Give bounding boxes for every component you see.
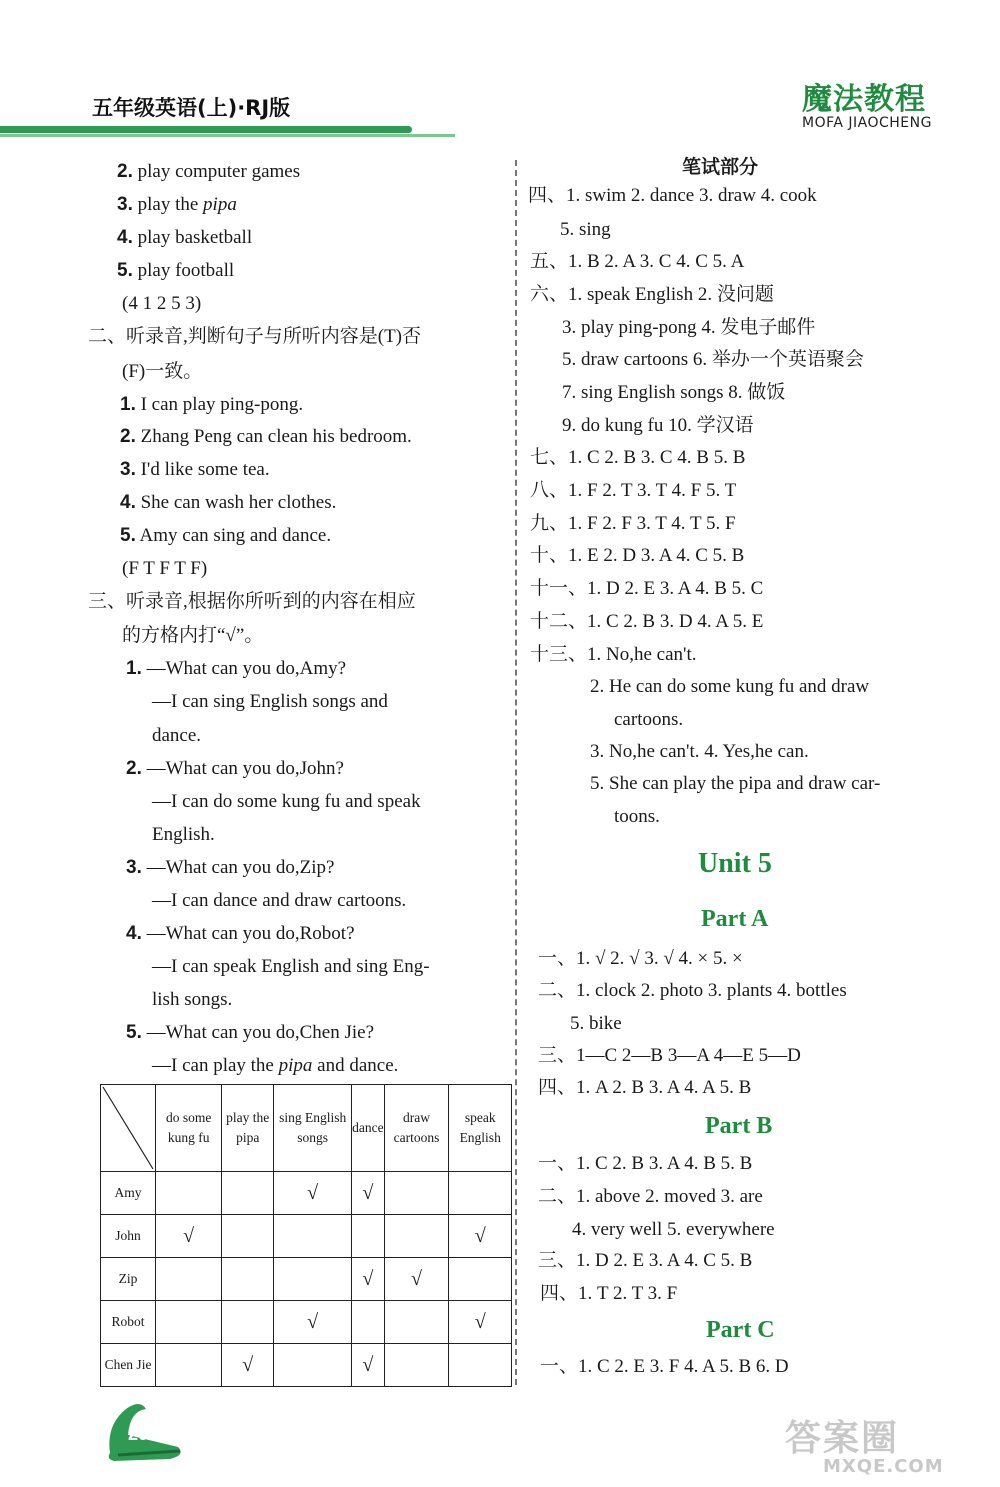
grid-cell [222,1301,274,1344]
grid-cell [449,1258,512,1301]
unit-title: Unit 5 [698,848,772,879]
left-line-24: 4. —What can you do,Robot? [126,923,355,944]
grid-cell: √ [384,1258,449,1301]
grid-cell: √ [449,1301,512,1344]
right-line-4: 六、1. speak English 2. 没问题 [530,284,774,305]
left-line-21: English. [152,824,215,845]
grid-cell [156,1344,222,1387]
grid-cell: √ [274,1172,352,1215]
grid-row-name: Robot [101,1301,156,1344]
brand-logo-subtitle: MOFA JIAOCHENG [802,115,932,131]
part-b-line-1: 一、1. C 2. B 3. A 4. B 5. B [538,1153,753,1174]
right-line-18: 3. No,he can't. 4. Yes,he can. [590,741,809,762]
grid-cell [352,1215,384,1258]
grid-cell: √ [274,1301,352,1344]
part-b-line-3: 4. very well 5. everywhere [572,1219,775,1240]
part-b-heading: Part B [705,1113,773,1139]
right-line-17: cartoons. [614,709,684,730]
left-line-23: —I can dance and draw cartoons. [152,890,407,911]
left-line-27: 5. —What can you do,Chen Jie? [126,1022,375,1043]
part-a-line-4: 三、1—C 2—B 3—A 4—E 5—D [538,1045,801,1066]
grid-cell: √ [352,1344,384,1387]
grid-cell: √ [352,1258,384,1301]
left-line-11: 4. She can wash her clothes. [120,492,337,513]
watermark [785,1410,960,1480]
grid-cell: √ [352,1172,384,1215]
grid-cell [222,1172,274,1215]
left-line-28: —I can play the pipa and dance. [152,1055,399,1076]
grid-row-name: Zip [101,1258,156,1301]
grid-cell [274,1258,352,1301]
right-line-2: 5. sing [560,219,611,240]
diagonal-line-icon [101,1085,155,1171]
grid-header: do some kung fu [156,1085,222,1172]
grid-cell [156,1301,222,1344]
right-line-9: 七、1. C 2. B 3. C 4. B 5. B [530,447,746,468]
right-line-3: 五、1. B 2. A 3. C 4. C 5. A [530,251,745,272]
right-line-6: 5. draw cartoons 6. 举办一个英语聚会 [562,349,864,370]
book-title: 五年级英语(上)·RJ版 [92,96,291,120]
grid-corner-cell [101,1085,156,1172]
part-a-line-3: 5. bike [570,1013,622,1034]
grid-row-john [101,1215,512,1258]
left-line-18: dance. [152,725,202,746]
grid-cell [384,1215,449,1258]
right-line-19: 5. She can play the pipa and draw car- [590,773,881,794]
left-line-7: (F)一致。 [122,361,203,382]
left-line-13: (F T F T F) [122,558,208,579]
left-line-8: 1. I can play ping-pong. [120,394,304,415]
left-line-3: 4. play basketball [117,227,253,248]
right-line-1: 四、1. swim 2. dance 3. draw 4. cook [528,185,817,206]
part-c-line-1: 一、1. C 2. E 3. F 4. A 5. B 6. D [540,1356,789,1377]
left-line-19: 2. —What can you do,John? [126,758,344,779]
right-line-8: 9. do kung fu 10. 学汉语 [562,415,754,436]
grid-header: dance [352,1085,384,1172]
left-line-22: 3. —What can you do,Zip? [126,857,335,878]
grid-cell [449,1172,512,1215]
left-line-6: 二、听录音,判断句子与所听内容是(T)否 [88,326,422,347]
grid-cell: √ [156,1215,222,1258]
right-line-12: 十、1. E 2. D 3. A 4. C 5. B [530,545,745,566]
left-line-26: lish songs. [152,989,233,1010]
right-line-15: 十三、1. No,he can't. [530,644,697,665]
answer-grid [100,1084,512,1387]
grid-cell [222,1215,274,1258]
grid-header: sing English songs [274,1085,352,1172]
left-line-12: 5. Amy can sing and dance. [120,525,332,546]
left-line-20: —I can do some kung fu and speak [152,791,421,812]
right-line-11: 九、1. F 2. F 3. T 4. T 5. F [530,513,736,534]
part-b-line-4: 三、1. D 2. E 3. A 4. C 5. B [538,1250,753,1271]
right-line-14: 十二、1. C 2. B 3. D 4. A 5. E [530,611,764,632]
right-line-13: 十一、1. D 2. E 3. A 4. B 5. C [530,578,764,599]
left-line-16: 1. —What can you do,Amy? [126,658,347,679]
grid-row-amy [101,1172,512,1215]
grid-cell [384,1344,449,1387]
grid-cell [274,1344,352,1387]
part-a-line-1: 一、1. √ 2. √ 3. √ 4. × 5. × [538,948,743,969]
part-b-line-5: 四、1. T 2. T 3. F [540,1283,678,1304]
grid-cell [384,1172,449,1215]
right-line-7: 7. sing English songs 8. 做饭 [562,382,786,403]
part-c-heading: Part C [706,1317,775,1343]
page-number: 208 [128,1424,159,1444]
left-line-1: 2. play computer games [117,161,301,182]
column-divider [515,160,517,1385]
right-line-5: 3. play ping-pong 4. 发电子邮件 [562,317,816,338]
watermark-url: MXQE.COM [823,1456,944,1477]
left-line-25: —I can speak English and sing Eng- [152,956,430,977]
grid-header: draw cartoons [384,1085,449,1172]
grid-row-name: Amy [101,1172,156,1215]
brand-logo: 魔法教程 [802,82,926,117]
grid-row-zip [101,1258,512,1301]
left-line-4: 5. play football [117,260,235,281]
grid-cell [156,1172,222,1215]
grid-cell [222,1258,274,1301]
left-line-15: 的方格内打“√”。 [122,625,264,646]
right-line-20: toons. [614,806,660,827]
part-a-line-2: 二、1. clock 2. photo 3. plants 4. bottles [538,980,847,1001]
grid-row-robot [101,1301,512,1344]
grid-header: speak English [449,1085,512,1172]
grid-cell [156,1258,222,1301]
part-a-heading: Part A [701,906,769,932]
grid-header-row [101,1085,512,1172]
left-line-14: 三、听录音,根据你所听到的内容在相应 [88,591,416,612]
grid-cell: √ [449,1215,512,1258]
left-line-5: (4 1 2 5 3) [122,293,202,314]
right-line-10: 八、1. F 2. T 3. T 4. F 5. T [530,480,737,501]
header-rule [0,126,412,133]
left-line-9: 2. Zhang Peng can clean his bedroom. [120,426,412,447]
grid-cell [384,1301,449,1344]
grid-row-name: Chen Jie [101,1344,156,1387]
section-title-written: 笔试部分 [682,156,759,178]
grid-cell [449,1344,512,1387]
left-line-10: 3. I'd like some tea. [120,459,270,480]
grid-row-chen-jie [101,1344,512,1387]
left-line-17: —I can sing English songs and [152,691,388,712]
part-a-line-5: 四、1. A 2. B 3. A 4. A 5. B [538,1077,752,1098]
right-line-16: 2. He can do some kung fu and draw [590,676,870,697]
grid-cell [352,1301,384,1344]
header-rule-thin [0,134,455,137]
part-b-line-2: 二、1. above 2. moved 3. are [538,1186,763,1207]
left-line-2: 3. play the pipa [117,194,237,215]
grid-row-name: John [101,1215,156,1258]
grid-cell [274,1215,352,1258]
grid-cell: √ [222,1344,274,1387]
grid-header: play the pipa [222,1085,274,1172]
watermark-text: 答案圈 [785,1418,900,1459]
